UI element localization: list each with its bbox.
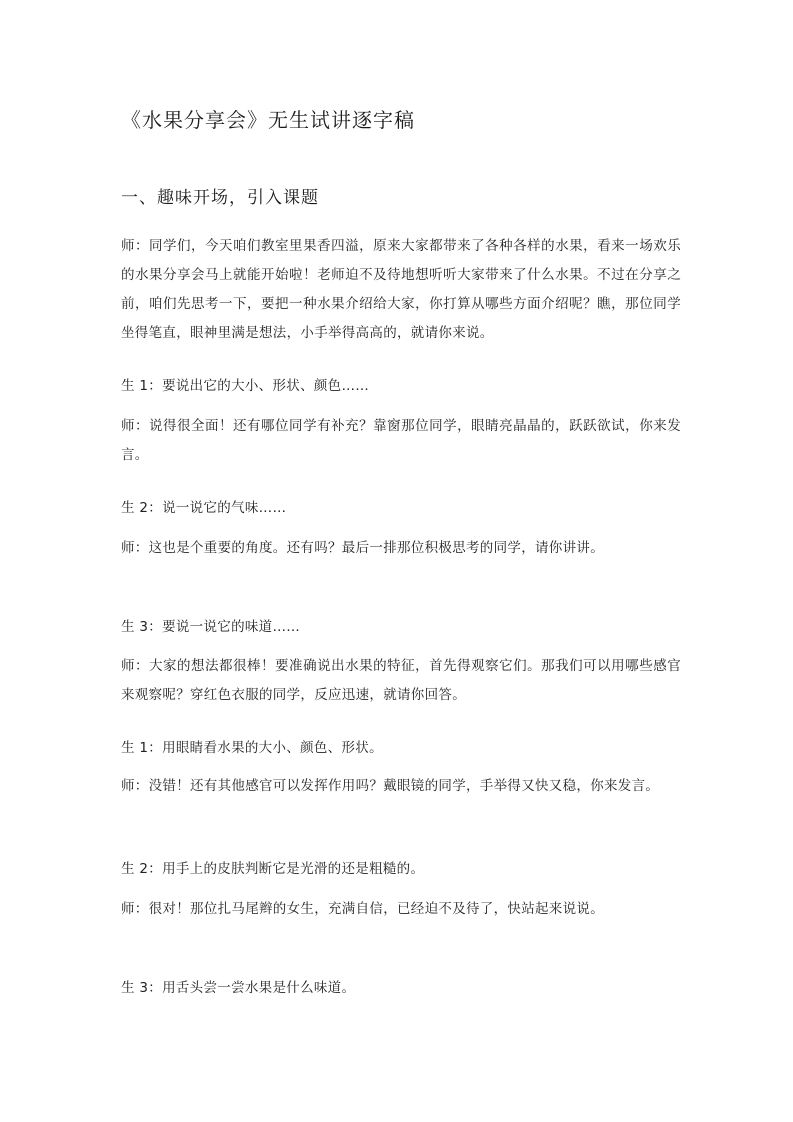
paragraph-student-3b: 生 3：用舌头尝一尝水果是什么味道。 (121, 980, 356, 996)
paragraph-student-1b: 生 1：用眼睛看水果的大小、颜色、形状。 (121, 740, 383, 756)
paragraph-teacher-3: 师：这也是个重要的角度。还有吗？最后一排那位积极思考的同学，请你讲讲。 (121, 540, 604, 556)
paragraph-student-2: 生 2：说一说它的气味…… (121, 500, 287, 516)
paragraph-student-2b: 生 2：用手上的皮肤判断它是光滑的还是粗糙的。 (121, 861, 425, 877)
document-title: 《水果分享会》无生试讲逐字稿 (121, 108, 415, 132)
paragraph-teacher-4: 师：大家的想法都很棒！要准确说出水果的特征，首先得观察它们。那我们可以用哪些感官来观察呢？穿红色衣服的同学，反应迅速，就请你回答。 (121, 658, 681, 703)
paragraph-teacher-6: 师：很对！那位扎马尾辫的女生，充满自信，已经迫不及待了，快站起来说说。 (121, 901, 604, 917)
paragraph-teacher-2: 师：说得很全面！还有哪位同学有补充？靠窗那位同学，眼睛亮晶晶的，跃跃欲试，你来发言。 (121, 418, 681, 463)
paragraph-teacher-intro: 师：同学们，今天咱们教室里果香四溢，原来大家都带来了各种各样的水果，看来一场欢乐的水果分享会马上就能开始啦！老师迫不及待地想听听大家带来了什么水果。不过在分享之前，咱们先思考一下，要把一种水果介绍给大家，你打算从哪些方面介绍呢？瞧，那位同学坐得笔直，眼神里满是想法，小手举得高高的，就请你来说。 (121, 238, 681, 341)
paragraph-teacher-5: 师：没错！还有其他感官可以发挥作用吗？戴眼镜的同学，手举得又快又稳，你来发言。 (121, 778, 660, 794)
paragraph-student-1: 生 1：要说出它的大小、形状、颜色…… (121, 378, 370, 394)
paragraph-student-3: 生 3：要说一说它的味道…… (121, 619, 301, 635)
section-heading: 一、趣味开场，引入课题 (121, 188, 319, 208)
